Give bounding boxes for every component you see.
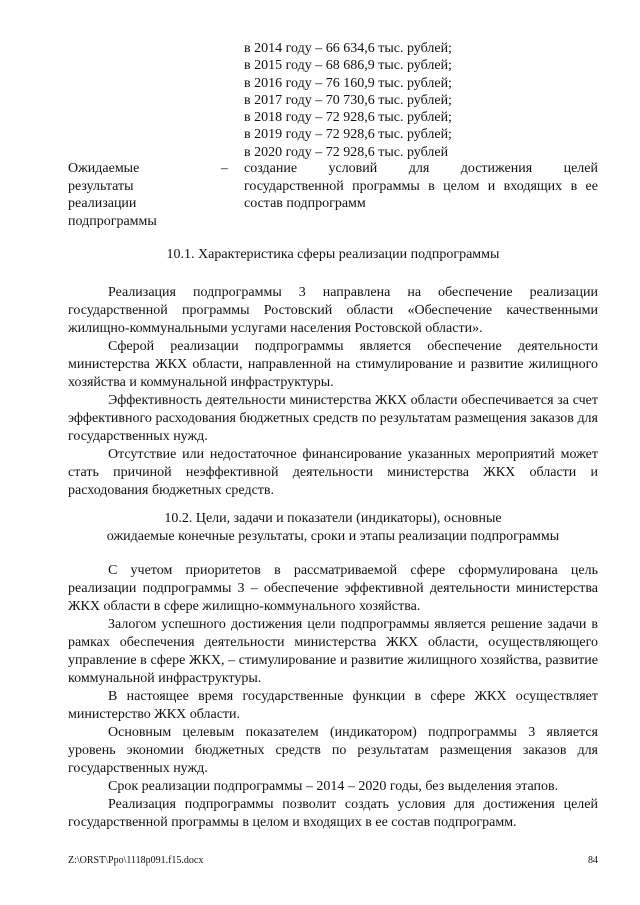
- financing-line: в 2018 году – 72 928,6 тыс. рублей;: [244, 110, 452, 126]
- financing-line: в 2015 году – 68 686,9 тыс. рублей;: [244, 58, 452, 74]
- expected-results-label-line: Ожидаемые: [68, 161, 140, 176]
- paragraph: Эффективность деятельности министерства ЖКХ области обеспечивается за счет эффективного расходования бюджетных средств по результатам размещения заказов для государственных нужд.: [68, 393, 598, 444]
- paragraph: Сферой реализации подпрограммы является обеспечение деятельности министерства ЖКХ области, направленной на стимулирование и развитие жилищного хозяйства и коммунальной инфраструктуры.: [68, 339, 598, 390]
- financing-line: в 2017 году – 70 730,6 тыс. рублей;: [244, 92, 452, 108]
- paragraph: С учетом приоритетов в рассматриваемой сфере сформулирована цель реализации подпрограммы 3 – обеспечение эффективной деятельности министерства ЖКХ области в сфере жилищно-коммунального хозяйства.: [68, 563, 598, 614]
- financing-line: в 2014 году – 66 634,6 тыс. рублей;: [244, 41, 452, 56]
- section-10-1-heading: 10.1. Характеристика сферы реализации подпрограммы: [166, 247, 500, 262]
- expected-results-label: [68, 160, 178, 230]
- financing-line: в 2019 году – 72 928,6 тыс. рублей;: [244, 127, 452, 143]
- expected-results-text: [244, 160, 598, 213]
- section-10-2-heading: [68, 510, 598, 546]
- expected-results-text-line: создание условий для достижения целей: [244, 161, 598, 176]
- paragraph: Отсутствие или недостаточное финансирование указанных мероприятий может стать причиной неэффективной деятельности министерства ЖКХ области и расходования бюджетных средств.: [68, 447, 598, 498]
- paragraph: Основным целевым показателем (индикатором) подпрограммы 3 является уровень экономии бюджетных средств по результатам размещения заказов для государственных нужд.: [68, 725, 598, 776]
- financing-by-year-list: [244, 40, 604, 161]
- file-path: Z:\ORST\Ppo\1118p091.f15.docx: [68, 855, 204, 866]
- expected-results-label-line: подпрограммы: [68, 213, 157, 229]
- section-10-2-heading-line: ожидаемые конечные результаты, сроки и этапы реализации подпрограммы: [106, 529, 560, 544]
- expected-results-dash: –: [221, 161, 228, 176]
- section-10-2-heading-line: 10.2. Цели, задачи и показатели (индикаторы), основные: [164, 511, 502, 526]
- section-10-1-body: [68, 284, 598, 500]
- paragraph: Срок реализации подпрограммы – 2014 – 2020 годы, без выделения этапов.: [108, 779, 559, 794]
- expected-results-label-line: результаты: [68, 178, 134, 194]
- expected-results-label-line: реализации: [68, 196, 137, 212]
- paragraph: Залогом успешного достижения цели подпрограммы является решение задачи в рамках обеспечения деятельности министерства ЖКХ области, осуществляющего управление в сфере ЖКХ, – стимулирование и развитие жилищного хозяйства, развитие коммунальной инфраструктуры.: [68, 617, 598, 686]
- paragraph: Реализация подпрограммы позволит создать условия для достижения целей государственной программы в целом и входящих в ее состав подпрограмм.: [68, 797, 598, 830]
- expected-results-text-line: состав подпрограмм: [244, 196, 366, 212]
- paragraph: В настоящее время государственные функции в сфере ЖКХ осуществляет министерство ЖКХ области.: [68, 689, 598, 722]
- paragraph: Реализация подпрограммы 3 направлена на обеспечение реализации государственной программы Ростовский области «Обеспечение качественными жилищно-коммунальными услугами населения Ростовской области».: [68, 285, 598, 336]
- section-10-2-body: [68, 562, 598, 832]
- financing-line: в 2020 году – 72 928,6 тыс. рублей: [244, 144, 449, 160]
- expected-results-text-line: государственной программы в целом и входящих в ее: [244, 178, 598, 194]
- financing-line: в 2016 году – 76 160,9 тыс. рублей;: [244, 75, 452, 91]
- page-number: 84: [588, 855, 598, 866]
